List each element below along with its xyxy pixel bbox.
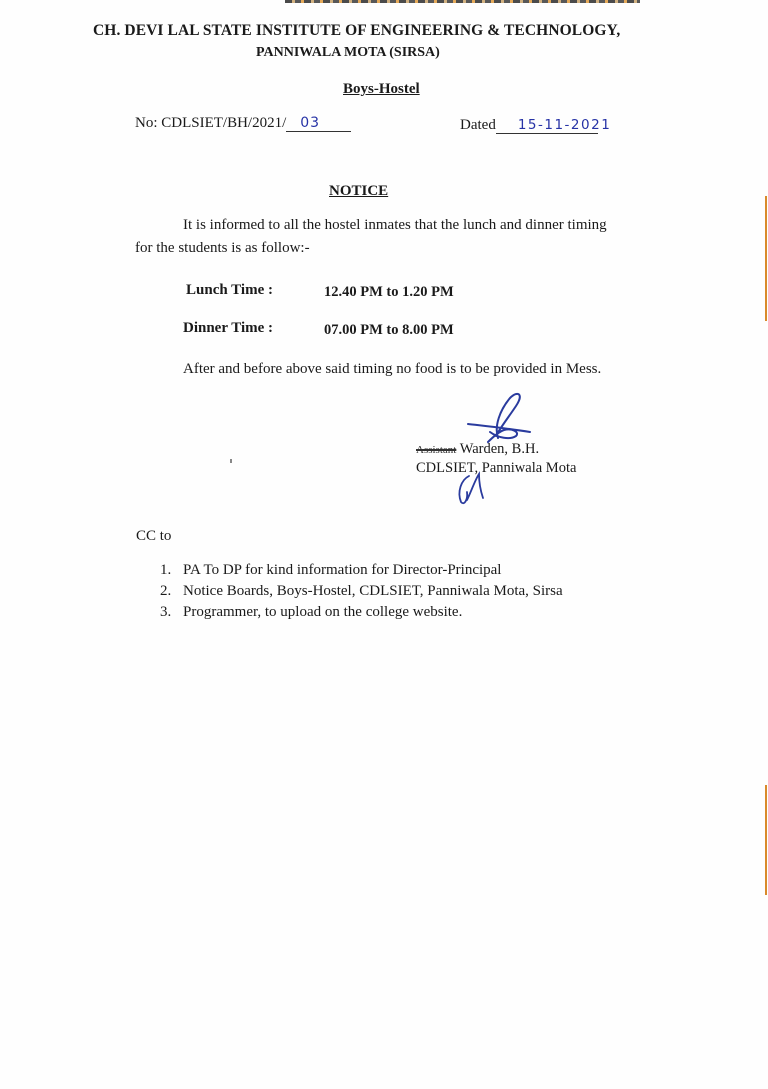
- dinner-time-value: 07.00 PM to 8.00 PM: [324, 322, 454, 338]
- signatory-organization: CDLSIET, Panniwala Mota: [416, 460, 577, 476]
- department-heading: Boys-Hostel: [343, 81, 420, 97]
- struck-title: Assistant: [416, 444, 457, 456]
- cc-item: 2. Notice Boards, Boys-Hostel, CDLSIET, Panniwala Mota, Sirsa: [160, 583, 563, 599]
- date-handwritten-value: 15-11-2021: [496, 117, 598, 134]
- signature-icon: [450, 388, 560, 448]
- institute-name: CH. DEVI LAL STATE INSTITUTE OF ENGINEERING & TECHNOLOGY,: [93, 22, 621, 39]
- date-label: Dated: [460, 117, 496, 133]
- dinner-time-label: Dinner Time :: [183, 320, 274, 336]
- reference-number: [135, 115, 351, 132]
- cc-list: [160, 560, 563, 623]
- initials-icon: [455, 470, 485, 510]
- cc-label: CC to: [136, 528, 172, 544]
- reference-handwritten-number: 03: [286, 115, 351, 132]
- notice-paragraph-line2: for the students is as follow:-: [135, 240, 310, 256]
- cc-item: 3. Programmer, to upload on the college website.: [160, 604, 463, 620]
- cc-item: 1. PA To DP for kind information for Director-Principal: [160, 562, 502, 578]
- scan-edge-line: [765, 196, 767, 321]
- lunch-time-value: 12.40 PM to 1.20 PM: [324, 284, 454, 300]
- scan-edge-line: [765, 785, 767, 895]
- signatory-title: Assistant Warden, B.H.: [416, 441, 540, 457]
- lunch-time-label: Lunch Time :: [186, 282, 273, 298]
- date-field: [460, 117, 612, 134]
- notice-paragraph-line1: It is informed to all the hostel inmates that the lunch and dinner timing: [183, 217, 607, 233]
- reference-label: No: CDLSIET/BH/2021/: [135, 115, 287, 131]
- scan-speck: [230, 459, 232, 463]
- notice-title: NOTICE: [329, 183, 389, 199]
- notice-closing-line: After and before above said timing no food is to be provided in Mess.: [183, 361, 602, 377]
- scan-top-border: [285, 0, 640, 3]
- institute-location: PANNIWALA MOTA (SIRSA): [256, 45, 440, 60]
